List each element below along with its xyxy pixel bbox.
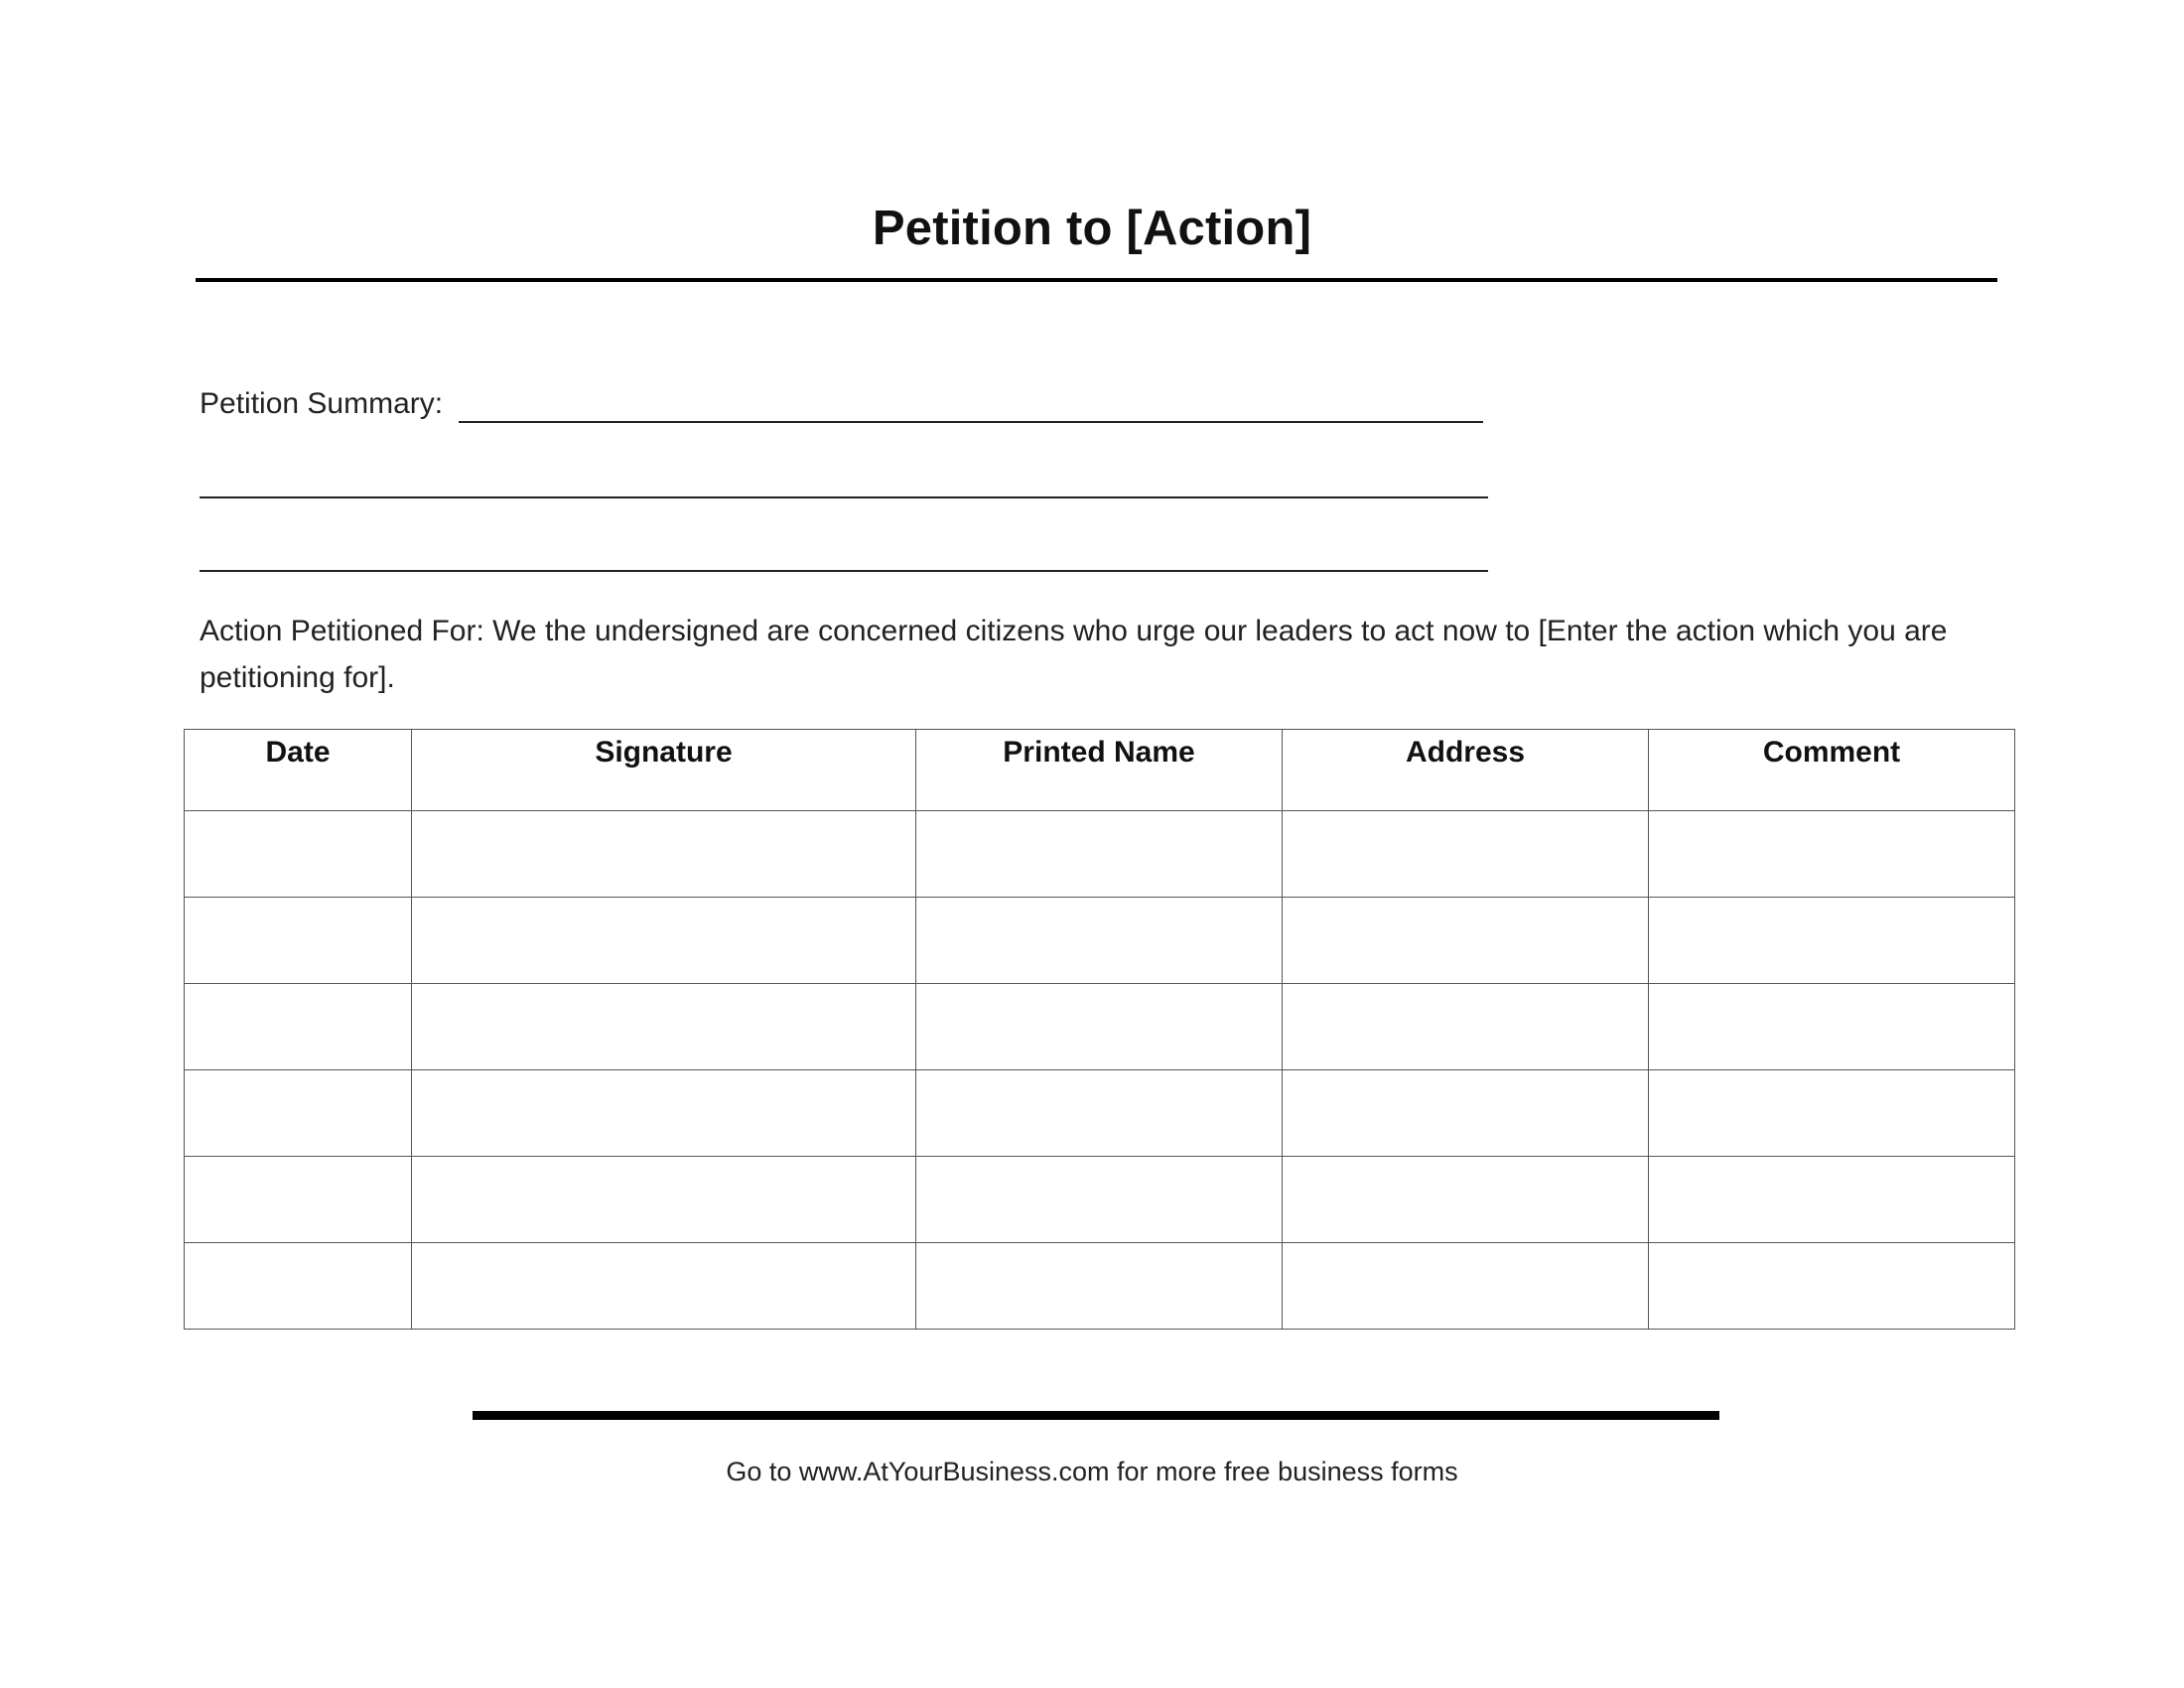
comment-cell[interactable] — [1649, 811, 2015, 898]
printed-name-cell[interactable] — [916, 1157, 1283, 1243]
date-cell[interactable] — [185, 811, 412, 898]
table-row — [185, 984, 2015, 1070]
address-cell[interactable] — [1283, 898, 1649, 984]
signature-cell[interactable] — [412, 1157, 916, 1243]
printed-name-cell[interactable] — [916, 1243, 1283, 1330]
table-row — [185, 1157, 2015, 1243]
signature-cell[interactable] — [412, 984, 916, 1070]
printed-name-cell[interactable] — [916, 1070, 1283, 1157]
date-cell[interactable] — [185, 984, 412, 1070]
petition-summary-label: Petition Summary: — [200, 387, 444, 420]
address-cell[interactable] — [1283, 811, 1649, 898]
comment-cell[interactable] — [1649, 984, 2015, 1070]
footer-text: Go to www.AtYourBusiness.com for more free business forms — [726, 1457, 1458, 1486]
signature-cell[interactable] — [412, 811, 916, 898]
page-title: Petition to [Action] — [872, 202, 1312, 255]
summary-blank-line[interactable] — [200, 496, 1488, 498]
comment-cell[interactable] — [1649, 898, 2015, 984]
column-header-date: Date — [185, 730, 412, 811]
date-cell[interactable] — [185, 1157, 412, 1243]
address-cell[interactable] — [1283, 1070, 1649, 1157]
printed-name-cell[interactable] — [916, 898, 1283, 984]
signature-cell[interactable] — [412, 1070, 916, 1157]
signature-table — [184, 729, 2015, 1330]
date-cell[interactable] — [185, 1070, 412, 1157]
address-cell[interactable] — [1283, 984, 1649, 1070]
comment-cell[interactable] — [1649, 1243, 2015, 1330]
address-cell[interactable] — [1283, 1157, 1649, 1243]
printed-name-cell[interactable] — [916, 811, 1283, 898]
column-header-printed-name: Printed Name — [916, 730, 1283, 811]
table-row — [185, 898, 2015, 984]
column-header-address: Address — [1283, 730, 1649, 811]
table-row — [185, 1243, 2015, 1330]
title-divider — [196, 278, 1997, 282]
table-row — [185, 1070, 2015, 1157]
date-cell[interactable] — [185, 898, 412, 984]
column-header-signature: Signature — [412, 730, 916, 811]
comment-cell[interactable] — [1649, 1070, 2015, 1157]
printed-name-cell[interactable] — [916, 984, 1283, 1070]
comment-cell[interactable] — [1649, 1157, 2015, 1243]
summary-blank-line[interactable] — [200, 570, 1488, 572]
summary-blank-line[interactable] — [459, 421, 1483, 423]
footer-divider — [473, 1411, 1719, 1420]
date-cell[interactable] — [185, 1243, 412, 1330]
action-petitioned-text: Action Petitioned For: We the undersigned are concerned citizens who urge our leaders to act now to [Enter the action which you are petitioning for]. — [200, 615, 1948, 694]
signature-cell[interactable] — [412, 898, 916, 984]
column-header-comment: Comment — [1649, 730, 2015, 811]
table-row — [185, 811, 2015, 898]
signature-cell[interactable] — [412, 1243, 916, 1330]
address-cell[interactable] — [1283, 1243, 1649, 1330]
table-header-row — [185, 730, 2015, 811]
